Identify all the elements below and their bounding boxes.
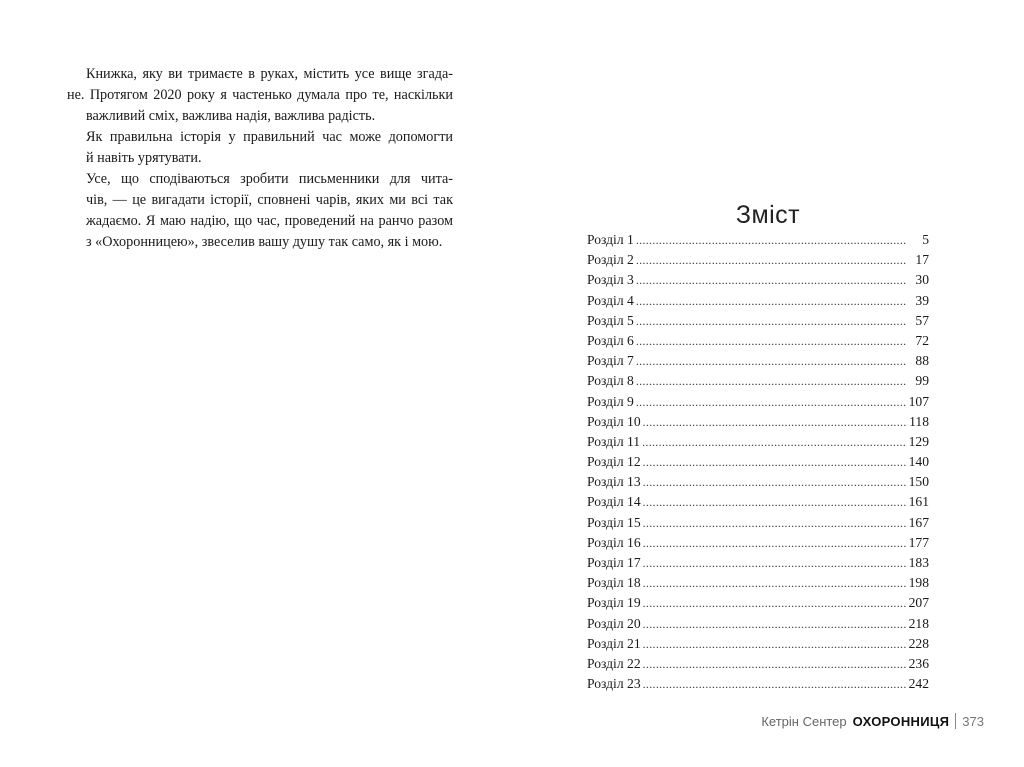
footer-book-title: ОХОРОННИЦЯ [852,713,950,729]
toc-leader-dots [643,674,907,694]
toc-entry-label: Розділ 2 [587,252,634,268]
toc-entry-page: 161 [908,494,929,510]
text-line: чів, — це вигадати історії, сповнені чарів, яких ми всі так [86,192,453,208]
toc-entry-label: Розділ 13 [587,474,641,490]
toc-leader-dots [643,452,907,472]
text-line: й навіть урятувати. [86,150,202,166]
toc-entry[interactable] [587,593,929,613]
toc-leader-dots [636,270,907,290]
toc-entry-page: 198 [908,575,929,591]
toc-title: Зміст [735,200,801,229]
paragraph [67,169,453,253]
toc-entry[interactable] [587,311,929,331]
toc-entry-label: Розділ 8 [587,373,634,389]
text-line: Книжка, яку ви тримаєте в руках, містить усе вище згада- [86,66,453,82]
toc-leader-dots [643,492,907,512]
toc-entry-label: Розділ 5 [587,312,634,328]
toc-entry[interactable] [587,270,929,290]
toc-entry-label: Розділ 18 [587,575,641,591]
toc-entry[interactable] [587,492,929,512]
toc-entry[interactable] [587,634,929,654]
toc-entry-label: Розділ 15 [587,514,641,530]
toc-entry[interactable] [587,371,929,391]
toc-entry-label: Розділ 22 [587,655,641,671]
toc-leader-dots [643,654,907,674]
footer-divider [955,713,956,729]
toc-leader-dots [643,553,907,573]
toc-entry-page: 236 [908,655,929,671]
text-line: не. Протягом 2020 року я частенько думала про те, наскільки [67,87,453,103]
body-text [67,64,453,253]
toc-entry-page: 167 [908,514,929,530]
toc-leader-dots [643,614,907,634]
toc-entry[interactable] [587,432,929,452]
footer-author: Кетрін Сентер [761,713,847,729]
toc-leader-dots [642,432,907,452]
toc-entry-label: Розділ 14 [587,494,641,510]
toc-entry[interactable] [587,533,929,553]
text-line: Як правильна історія у правильний час може допомогти [86,129,453,145]
toc-leader-dots [636,291,907,311]
toc-entry[interactable] [587,351,929,371]
toc-entry-page: 228 [908,635,929,651]
toc-entry-page: 183 [908,555,929,570]
text-line: жадаємо. Я маю надію, що час, проведений на ранчо разом [86,213,453,229]
toc-entry-label: Розділ 16 [587,534,641,550]
toc-entry-label: Розділ 7 [587,353,634,369]
toc-leader-dots [636,311,907,331]
toc-entry-label: Розділ 1 [587,232,634,247]
toc-entry[interactable] [587,250,929,270]
toc-entry[interactable] [587,230,929,250]
toc-entry-page: 129 [908,433,929,449]
toc-leader-dots [643,593,907,613]
toc-entry[interactable] [587,614,929,634]
toc-entry[interactable] [587,452,929,472]
toc-leader-dots [643,573,907,593]
toc-entry-label: Розділ 20 [587,615,641,631]
toc-entry-page: 30 [915,272,929,288]
toc-entry-page: 140 [908,454,929,470]
toc-entry-label: Розділ 21 [587,635,641,651]
toc-entry-page: 17 [915,252,929,268]
toc-leader-dots [643,412,907,432]
toc-leader-dots [636,230,907,250]
toc-entry-page: 88 [915,353,929,369]
text-line: з «Охоронницею», звеселив вашу душу так само, як і мою. [86,234,443,250]
toc-leader-dots [636,371,907,391]
toc-entry-page: 5 [922,232,929,247]
toc-entry-label: Розділ 23 [587,676,641,692]
toc-entry-label: Розділ 19 [587,595,641,611]
toc-entry-page: 207 [908,595,929,611]
toc-entry-page: 107 [908,393,929,409]
toc-leader-dots [636,331,907,351]
toc-entry-page: 177 [908,534,929,550]
running-footer [761,713,984,729]
toc-entry-label: Розділ 4 [587,292,634,308]
toc-entry[interactable] [587,291,929,311]
toc-leader-dots [636,392,907,412]
toc-leader-dots [643,634,907,654]
toc-entry[interactable] [587,392,929,412]
text-line: Усе, що сподіваються зробити письменники для чита- [86,171,453,187]
toc-entry-page: 242 [908,676,929,692]
toc-entry-label: Розділ 3 [587,272,634,288]
toc-entry-label: Розділ 11 [587,433,641,449]
toc-entry-label: Розділ 17 [587,555,641,570]
toc-entry[interactable] [587,553,929,573]
text-line: важливий сміх, важлива надія, важлива радість. [86,108,376,124]
toc-entry-page: 99 [915,373,929,389]
toc-entry-label: Розділ 12 [587,454,641,470]
toc-entry-page: 150 [908,474,929,490]
right-page [512,0,1024,767]
toc-entry-page: 39 [915,292,929,308]
toc-entry[interactable] [587,573,929,593]
toc-entry-label: Розділ 9 [587,393,634,409]
toc-leader-dots [636,351,907,371]
table-of-contents [587,230,929,694]
toc-entry[interactable] [587,513,929,533]
toc-entry-page: 218 [908,615,929,631]
paragraph [67,64,453,127]
toc-entry[interactable] [587,472,929,492]
toc-entry-page: 57 [915,312,929,328]
toc-entry-label: Розділ 6 [587,332,634,348]
paragraph [67,127,453,169]
toc-entry-label: Розділ 10 [587,413,641,429]
toc-entry-page: 72 [915,332,929,348]
toc-entry[interactable] [587,674,929,694]
page-number: 373 [962,713,984,729]
toc-leader-dots [643,533,907,553]
toc-leader-dots [643,472,907,492]
toc-entry[interactable] [587,331,929,351]
toc-leader-dots [643,513,907,533]
toc-leader-dots [636,250,907,270]
toc-entry[interactable] [587,654,929,674]
toc-entry-page: 118 [909,413,929,429]
toc-entry[interactable] [587,412,929,432]
